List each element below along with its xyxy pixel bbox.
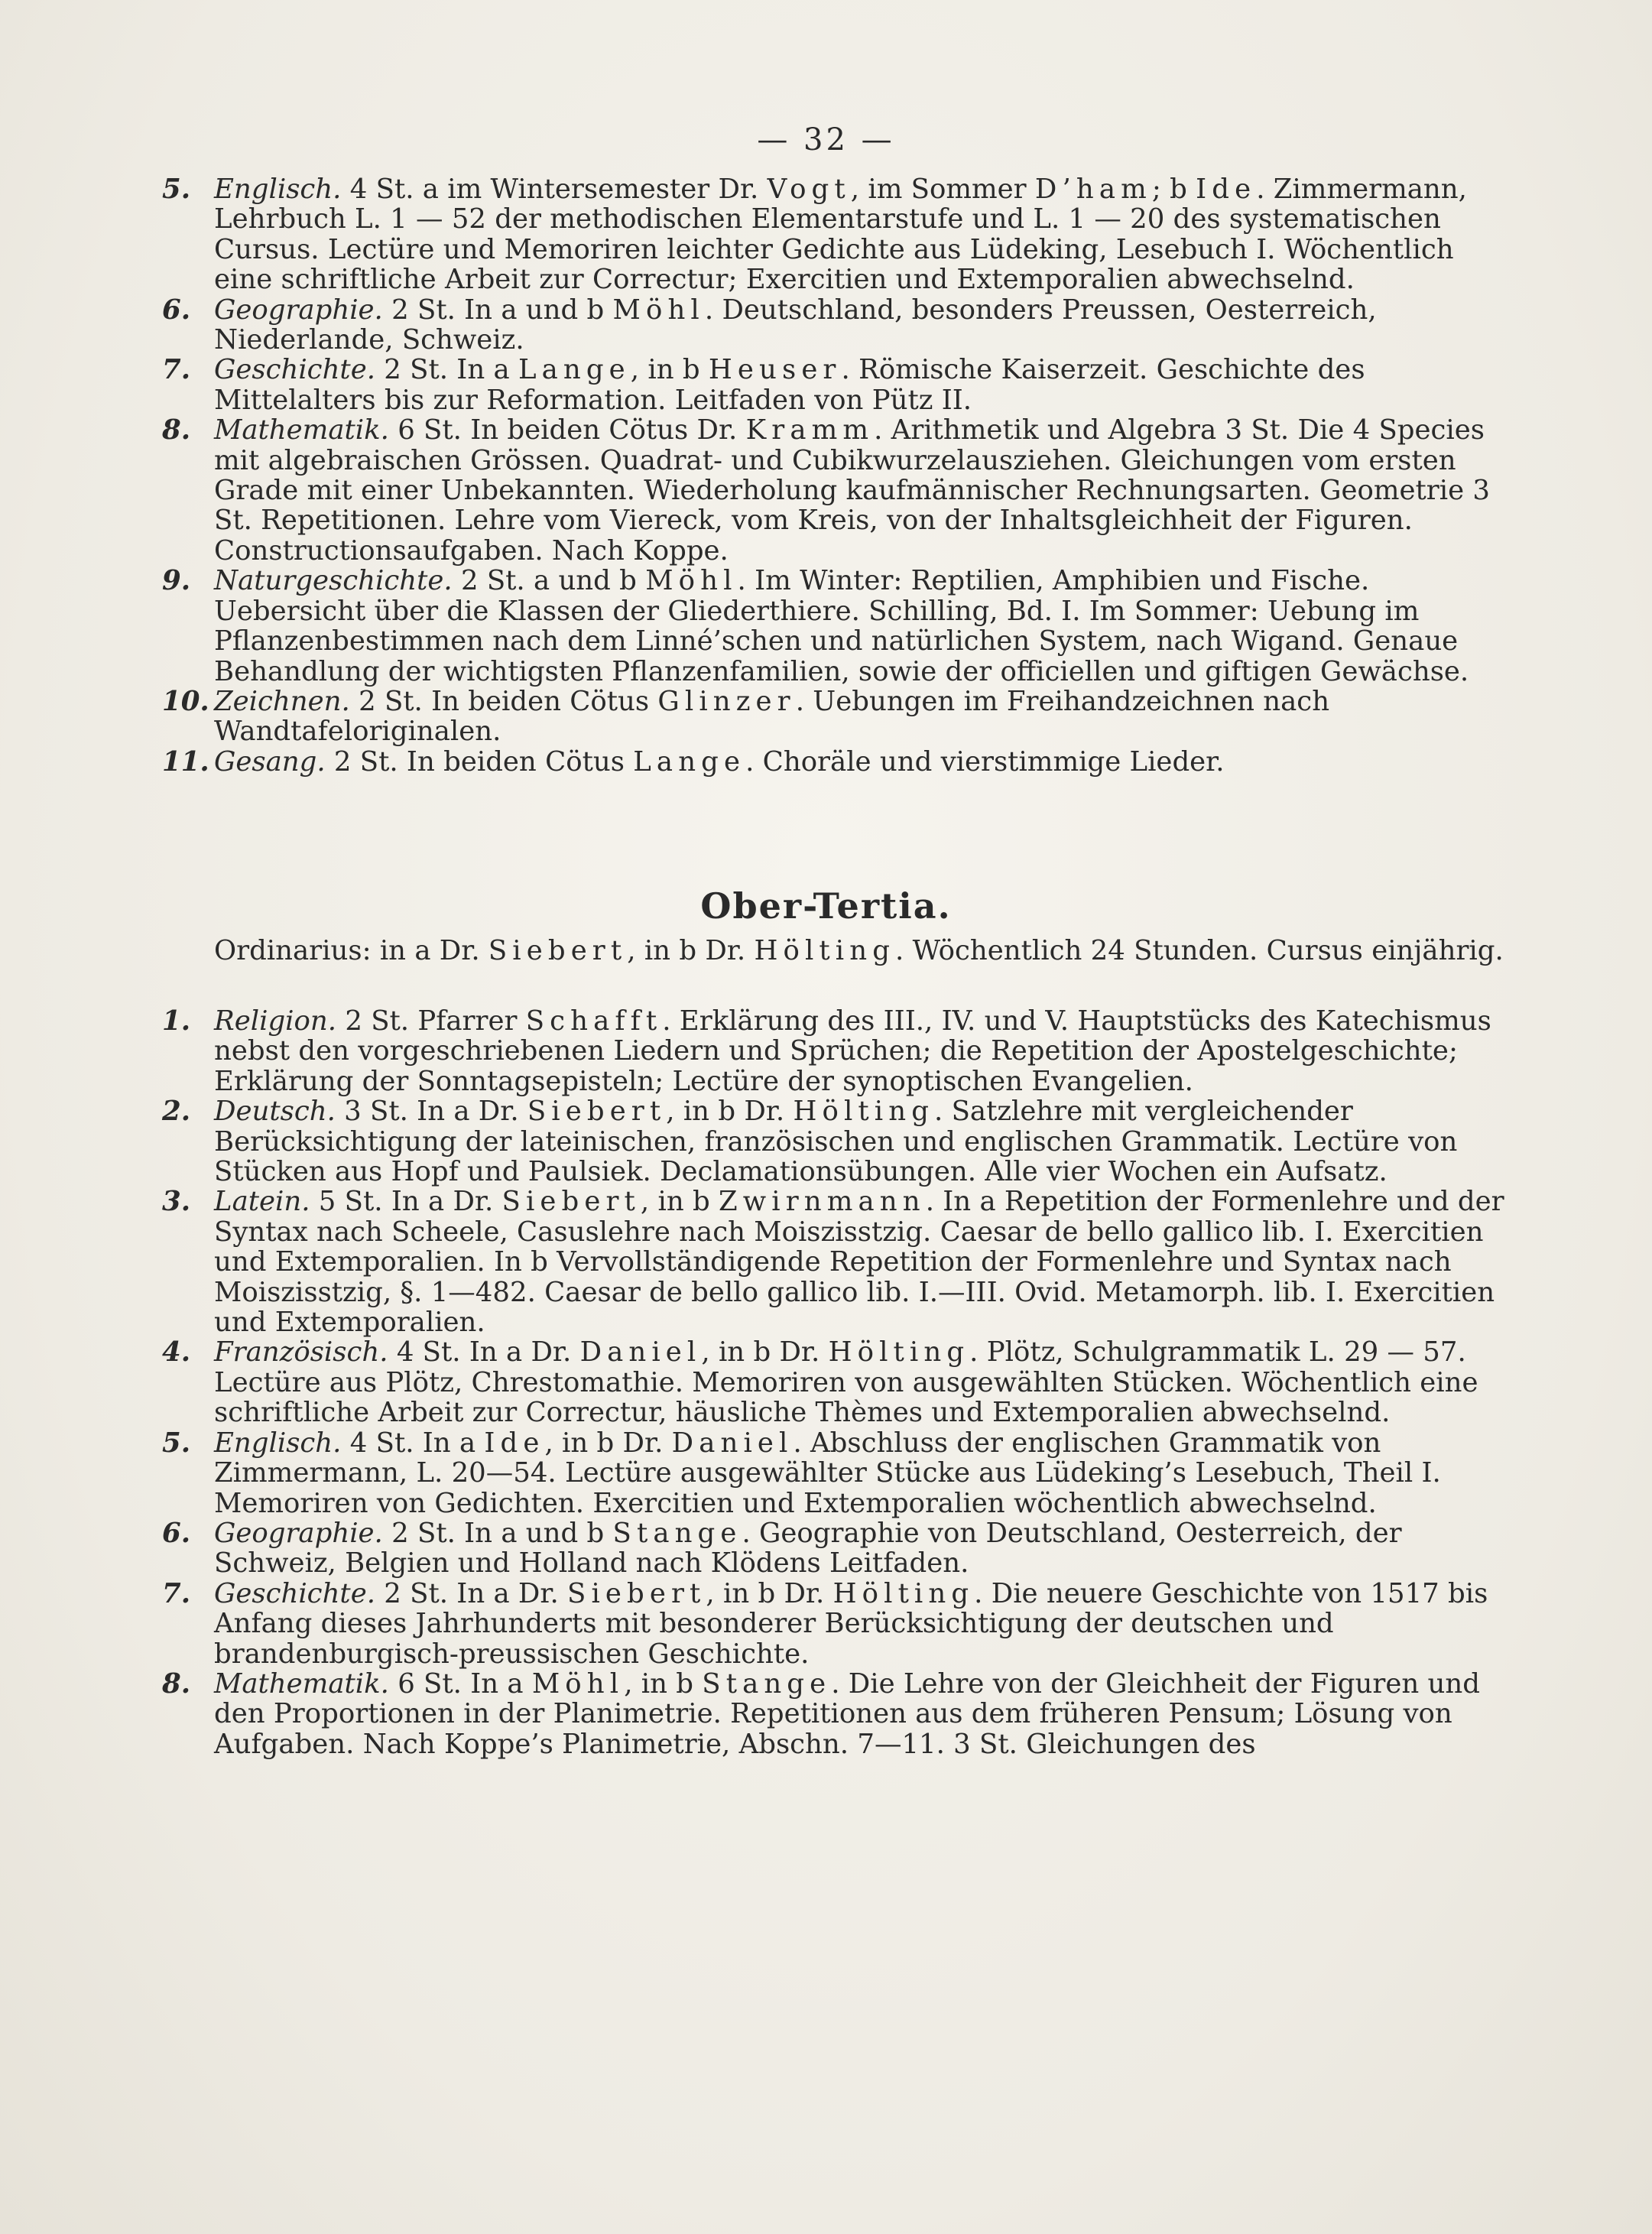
ordinarius-middle: , in b Dr.	[627, 935, 755, 966]
subject-name: Französisch.	[214, 1336, 388, 1369]
ordinarius-suffix: . Wöchentlich 24 Stunden. Cursus einjährig.	[895, 935, 1504, 966]
entry-text: 5 St. In a Dr.	[310, 1186, 502, 1218]
subject-name: Geschichte.	[214, 1577, 375, 1609]
teacher-name: Daniel	[671, 1427, 794, 1459]
entry-text: . Deutschland, besonders Preussen, Oesterreich, Niederlande, Schweiz.	[214, 294, 1377, 356]
entry-text: , im Sommer	[850, 174, 1035, 205]
entry-number: 8.	[162, 414, 191, 446]
entry-text: . Choräle und vierstimmige Lieder.	[745, 745, 1225, 778]
teacher-name: Siebert	[501, 1186, 641, 1218]
entry-text: 3 St. In a Dr.	[335, 1096, 527, 1128]
entry-number: 10.	[162, 685, 209, 717]
teacher-name: Ide	[484, 1427, 545, 1459]
entry-text: 2 St. Pfarrer	[336, 1005, 526, 1037]
subject-name: Latein.	[214, 1186, 310, 1218]
subject-name: Religion.	[214, 1005, 337, 1037]
entry-text: . Arithmetik und Algebra 3 St. Die 4 Species mit algebraischen Grössen. Quadrat- und Cubikwurzelausziehen. Gleichungen vom ersten Grade mit einer Unbekannten. Wiederholung kaufmännischer Rechnungsarten. Geometrie 3 St. Repetitionen. Lehre vom Viereck, vom Kreis, von der Inhaltsgleichheit der Figuren. Constructionsaufgaben. Nach Koppe.	[214, 414, 1491, 567]
teacher-name: Stange	[702, 1667, 832, 1700]
teacher-name: Siebert	[567, 1577, 706, 1609]
entry-text: . Die neuere Geschichte von 1517 bis Anfang dieses Jahrhunderts mit besonderer Berücksichtigung der deutschen und brandenburgisch-preussischen Geschichte.	[214, 1577, 1488, 1670]
subject-name: Englisch.	[214, 1427, 342, 1459]
teacher-name: Kramm	[745, 414, 875, 446]
entry-text: 2 St. In a und b	[382, 294, 613, 326]
entry-text: , in b	[640, 1186, 719, 1218]
teacher-name: Daniel	[579, 1336, 702, 1369]
subject-name: Geographie.	[214, 294, 383, 326]
entry-text: . Zimmermann, Lehrbuch L. 1 — 52 der methodischen Elementarstufe und L. 1 — 20 des systematischen Cursus. Lectüre und Memoriren leichter Gedichte aus Lüdeking, Lesebuch I. Wöchentlich eine schriftliche Arbeit zur Correctur; Exercitien und Extemporalien abwechselnd.	[214, 174, 1467, 296]
entry-text: . Uebungen im Freihandzeichnen nach Wandtafeloriginalen.	[214, 685, 1330, 748]
curriculum-entry	[162, 1518, 1515, 1579]
entry-number: 2.	[162, 1096, 191, 1128]
entry-text: 4 St. a im Wintersemester Dr.	[341, 174, 768, 205]
entry-text: . Im Winter: Reptilien, Amphibien und Fische. Uebersicht über die Klassen der Gliederthiere. Schilling, Bd. I. Im Sommer: Uebung im Pflanzenbestimmen nach dem Linné’schen und natürlichen System, nach Wigand. Genaue Behandlung der wichtigsten Pflanzenfamilien, sowie der officiellen und giftigen Gewächse.	[214, 565, 1469, 687]
teacher-name: Heuser	[708, 354, 842, 386]
entry-number: 8.	[162, 1667, 191, 1700]
curriculum-entry	[162, 1006, 1515, 1096]
curriculum-entry	[162, 415, 1515, 566]
entry-text: , in b Dr.	[706, 1577, 833, 1609]
curriculum-entry	[162, 355, 1515, 415]
entry-number: 1.	[162, 1005, 191, 1037]
subject-name: Geographie.	[214, 1517, 383, 1549]
entry-number: 5.	[162, 174, 191, 205]
entry-text: , in b Dr.	[544, 1427, 672, 1459]
teacher-name: Möhl	[612, 294, 705, 326]
entry-text: 6 St. In beiden Cötus Dr.	[388, 414, 746, 446]
entry-number: 5.	[162, 1427, 191, 1459]
entry-number: 3.	[162, 1186, 191, 1218]
curriculum-entry	[162, 1579, 1515, 1669]
entry-text: , in b Dr.	[666, 1096, 794, 1128]
subject-name: Geschichte.	[214, 354, 375, 386]
teacher-name: Lange	[633, 745, 746, 778]
teacher-name: D’ham	[1034, 174, 1152, 205]
entry-number: 7.	[162, 354, 191, 386]
entry-text: , in b Dr.	[701, 1336, 829, 1369]
teacher-name: Glinzer	[657, 685, 796, 717]
entry-number: 11.	[162, 745, 209, 778]
entry-number: 6.	[162, 294, 191, 326]
entry-text: 2 St. In a und b	[382, 1517, 613, 1549]
teacher-name: Siebert	[488, 935, 628, 966]
entry-number: 6.	[162, 1517, 191, 1549]
entry-text: . Geographie von Deutschland, Oesterreich, der Schweiz, Belgien und Holland nach Klödens Leitfaden.	[214, 1517, 1402, 1580]
entry-text: 4 St. In a	[341, 1427, 485, 1459]
teacher-name: Siebert	[527, 1096, 667, 1128]
entry-text: . Plötz, Schulgrammatik L. 29 — 57. Lectüre aus Plötz, Chrestomathie. Memoriren von ausgewählten Stücken. Wöchentlich eine schriftliche Arbeit zur Correctur, häusliche Thèmes und Extemporalien abwechselnd.	[214, 1336, 1478, 1429]
entry-text: 2 St. In a Dr.	[375, 1577, 568, 1609]
entry-text: ; b	[1151, 174, 1196, 205]
curriculum-entry	[162, 747, 1515, 777]
teacher-name: Hölting	[754, 935, 896, 966]
entry-text: 2 St. In beiden Cötus	[349, 685, 658, 717]
entry-text: . Abschluss der englischen Grammatik von Zimmermann, L. 20—54. Lectüre ausgewählter Stücke aus Lüdeking’s Lesebuch, Theil I. Memoriren von Gedichten. Exercitien und Extemporalien wöchentlich abwechselnd.	[214, 1427, 1441, 1519]
teacher-name: Zwirnmann	[719, 1186, 926, 1218]
ordinarius-line	[214, 936, 1514, 966]
teacher-name: Hölting	[832, 1577, 975, 1609]
curriculum-entry	[162, 566, 1515, 687]
entry-text: , in b	[630, 354, 709, 386]
curriculum-entry	[162, 174, 1515, 295]
teacher-name: Hölting	[828, 1336, 970, 1369]
subject-name: Englisch.	[214, 174, 342, 205]
entry-text: . Die Lehre von der Gleichheit der Figuren und den Proportionen in der Planimetrie. Repetitionen aus dem früheren Pensum; Lösung von Aufgaben. Nach Koppe’s Planimetrie, Abschn. 7—11. 3 St. Gleichungen des	[214, 1667, 1480, 1760]
curriculum-entry	[162, 1428, 1515, 1518]
subject-name: Zeichnen.	[214, 685, 350, 717]
entry-text: 2 St. In beiden Cötus	[325, 745, 634, 778]
curriculum-list-bottom	[162, 1006, 1515, 1759]
teacher-name: Schafft	[525, 1005, 663, 1037]
page-number: — 32 —	[757, 122, 895, 157]
teacher-name: Lange	[518, 354, 631, 386]
subject-name: Deutsch.	[214, 1096, 336, 1128]
entry-text: . Satzlehre mit vergleichender Berücksichtigung der lateinischen, französischen und englischen Grammatik. Lectüre von Stücken aus Hopf und Paulsiek. Declamationsübungen. Alle vier Wochen ein Aufsatz.	[214, 1096, 1458, 1188]
teacher-name: Möhl	[645, 565, 738, 597]
subject-name: Mathematik.	[214, 414, 389, 446]
curriculum-entry	[162, 687, 1515, 747]
entry-number: 4.	[162, 1336, 191, 1369]
entry-text: 2 St. a und b	[452, 565, 646, 597]
entry-text: 6 St. In a	[388, 1667, 532, 1700]
entry-text: 2 St. In a	[375, 354, 518, 386]
entry-text: , in b	[624, 1667, 703, 1700]
curriculum-entry	[162, 1096, 1515, 1187]
teacher-name: Stange	[612, 1517, 742, 1549]
entry-number: 9.	[162, 565, 191, 597]
subject-name: Naturgeschichte.	[214, 565, 453, 597]
entry-text: . Erklärung des III., IV. und V. Hauptstücks des Katechismus nebst den vorgeschriebenen Liedern und Sprüchen; die Repetition der Apostelgeschichte; Erklärung der Sonntagsepisteln; Lectüre der synoptischen Evangelien.	[214, 1005, 1491, 1097]
teacher-name: Ide	[1196, 174, 1257, 205]
teacher-name: Vogt	[767, 174, 851, 205]
curriculum-entry	[162, 1669, 1515, 1759]
entry-text: . Römische Kaiserzeit. Geschichte des Mittelalters bis zur Reformation. Leitfaden von Pütz II.	[214, 354, 1365, 416]
subject-name: Mathematik.	[214, 1667, 389, 1700]
curriculum-list-top	[162, 174, 1515, 777]
entry-text: 4 St. In a Dr.	[388, 1336, 580, 1369]
curriculum-entry	[162, 1337, 1515, 1427]
ordinarius-prefix: Ordinarius: in a Dr.	[214, 935, 488, 966]
teacher-name: Möhl	[531, 1667, 625, 1700]
curriculum-entry	[162, 295, 1515, 356]
subject-name: Gesang.	[214, 745, 326, 778]
entry-text: . In a Repetition der Formenlehre und der Syntax nach Scheele, Casuslehre nach Moiszisstzig. Caesar de bello gallico lib. I. Exercitien und Extemporalien. In b Vervollständigende Repetition der Formenlehre und Syntax nach Moiszisstzig, §. 1—482. Caesar de bello gallico lib. I.—III. Ovid. Metamorph. lib. I. Exercitien und Extemporalien.	[214, 1186, 1504, 1339]
section-heading: Ober-Tertia.	[700, 885, 952, 927]
teacher-name: Hölting	[793, 1096, 935, 1128]
entry-number: 7.	[162, 1577, 191, 1609]
curriculum-entry	[162, 1187, 1515, 1337]
